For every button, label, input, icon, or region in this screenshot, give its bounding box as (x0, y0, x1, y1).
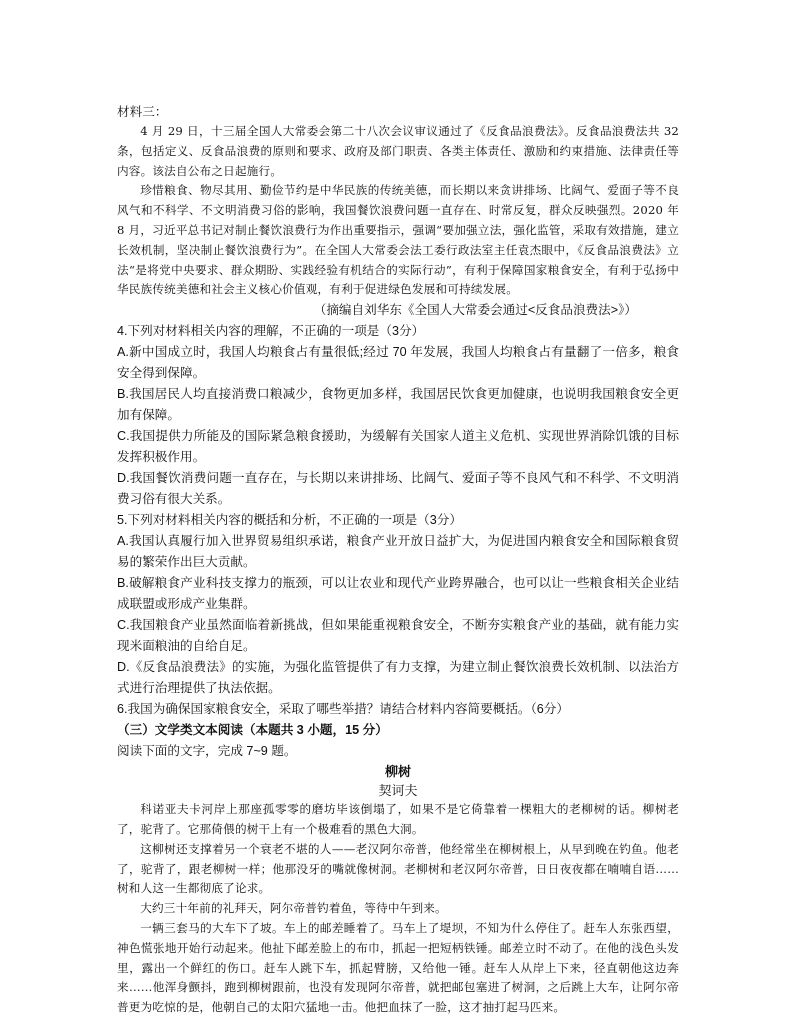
question-4-option-c: C.我国提供力所能及的国际紧急粮食援助，为缓解有关国家人道主义危机、实现世界消除饥饿的目标发挥积极作用。 (117, 429, 679, 465)
material-paragraph: 珍惜粮食、物尽其用、勤俭节约是中华民族的传统美德，而长期以来贪讲排场、比阔气、爱面子等不良风气和不科学、不文明消费习俗的影响，我国餐饮浪费问题一直存在、时常反复，群众反映强烈。2020 年 8 月，习近平总书记对制止餐饮浪费行为作出重要指示，强调“要加强立法，强化监管，采取有效措施，建立长效机制，坚决制止餐饮浪费行为”。在全国人大常委会法工委行政法室主任袁杰眼中，《反食品浪费法》立法“是将党中央要求、群众期盼、实践经验有机结合的实际行动”，有利于保障国家粮食安全，有利于弘扬中华民族传统美德和社会主义核心价值观，有利于促进绿色发展和可持续发展。 (117, 183, 679, 297)
story-paragraph: 这柳树还支撑着另一个衰老不堪的人——老汉阿尔帝普，他经常坐在柳树根上，从早到晚在钓鱼。他老了，驼背了，跟老柳树一样；他那没牙的嘴就像树洞。老柳树和老汉阿尔帝普，日日夜夜都在喃喃自语……树和人这一生都彻底了论求。 (117, 841, 679, 896)
question-5-option-a: A.我国认真履行加入世界贸易组织承诺，粮食产业开放日益扩大，为促进国内粮食安全和国际粮食贸易的繁荣作出巨大贡献。 (117, 534, 679, 570)
question-5-option-d: D.《反食品浪费法》的实施，为强化监管提供了有力支撑，为建立制止餐饮浪费长效机制、以法治方式进行治理提供了执法依据。 (117, 660, 679, 696)
material-label: 材料三： (117, 105, 168, 119)
question-4-option-d: D.我国餐饮消费问题一直存在，与长期以来讲排场、比阔气、爱面子等不良风气和不科学、不文明消费习俗有很大关系。 (117, 471, 679, 507)
question-4-option-a: A.新中国成立时，我国人均粮食占有量很低;经过 70 年发展，我国人均粮食占有量翻了一倍多，粮食安全得到保障。 (117, 345, 679, 381)
question-6: 6.我国为确保国家粮食安全，采取了哪些举措？请结合材料内容简要概括。（6分） (117, 702, 569, 717)
story-title: 柳树 (384, 764, 411, 780)
story-author: 契诃夫 (378, 783, 418, 799)
question-5-option-c: C.我国粮食产业虽然面临着新挑战，但如果能重视粮食安全，不断夯实粮食产业的基础，就有能力实现米面粮油的自给自足。 (117, 618, 679, 654)
question-4-option-b: B.我国居民人均直接消费口粮减少，食物更加多样，我国居民饮食更加健康，也说明我国粮食安全更加有保障。 (117, 387, 679, 423)
question-5-stem: 5.下列对材料相关内容的概括和分析，不正确的一项是（3分） (117, 513, 462, 528)
story-paragraph: 大约三十年前的礼拜天，阿尔帝普钓着鱼，等待中午到来。 (140, 901, 447, 916)
story-paragraph: 一辆三套马的大车下了坡。车上的邮差睡着了。马车上了堤坝，不知为什么停住了。赶车人东张西望，神色慌张地开始行动起来。他扯下邮差脸上的布巾，抓起一把短柄铁锤。邮差立时不动了。在他的浅色头发里，露出一个鲜红的伤口。赶车人跳下车，抓起臂膀，又给他一锤。赶车人从岸上下来，径直朝他这边奔来……他浑身颤抖，跑到柳树跟前，也没有发现阿尔帝普，就把邮包塞进了树洞，之后跳上大车，让阿尔帝普更为吃惊的是，他朝自己的太阳穴猛地一击。他把血抹了一脸，这才抽打起马匹来。 (117, 920, 679, 1015)
question-4-stem: 4.下列对材料相关内容的理解，不正确的一项是（3分） (117, 324, 425, 339)
material-source: （摘编自刘华东《全国人大常委会通过<反食品浪费法>》） (313, 303, 637, 318)
section-heading: （三）文学类文本阅读（本题共 3 小题，15 分） (117, 723, 388, 738)
section-instruction: 阅读下面的文字，完成 7~9 题。 (117, 744, 297, 759)
document-page (117, 102, 679, 1018)
material-paragraph: 4 月 29 日，十三届全国人大常委会第二十八次会议审议通过了《反食品浪费法》。反食品浪费法共 32 条，包括定义、反食品浪费的原则和要求、政府及部门职责、各类主体责任、激励和约束措施、法律责任等内容。该法自公布之日起施行。 (117, 124, 679, 178)
question-5-option-b: B.破解粮食产业科技支撑力的瓶颈，可以让农业和现代产业跨界融合，也可以让一些粮食相关企业结成联盟或形成产业集群。 (117, 576, 679, 612)
story-paragraph: 科诺亚夫卡河岸上那座孤零零的磨坊毕该倒塌了，如果不是它倚靠着一棵粗大的老柳树的话。柳树老了，驼背了。它那倚偎的树干上有一个极难看的黑色大洞。 (117, 802, 679, 836)
